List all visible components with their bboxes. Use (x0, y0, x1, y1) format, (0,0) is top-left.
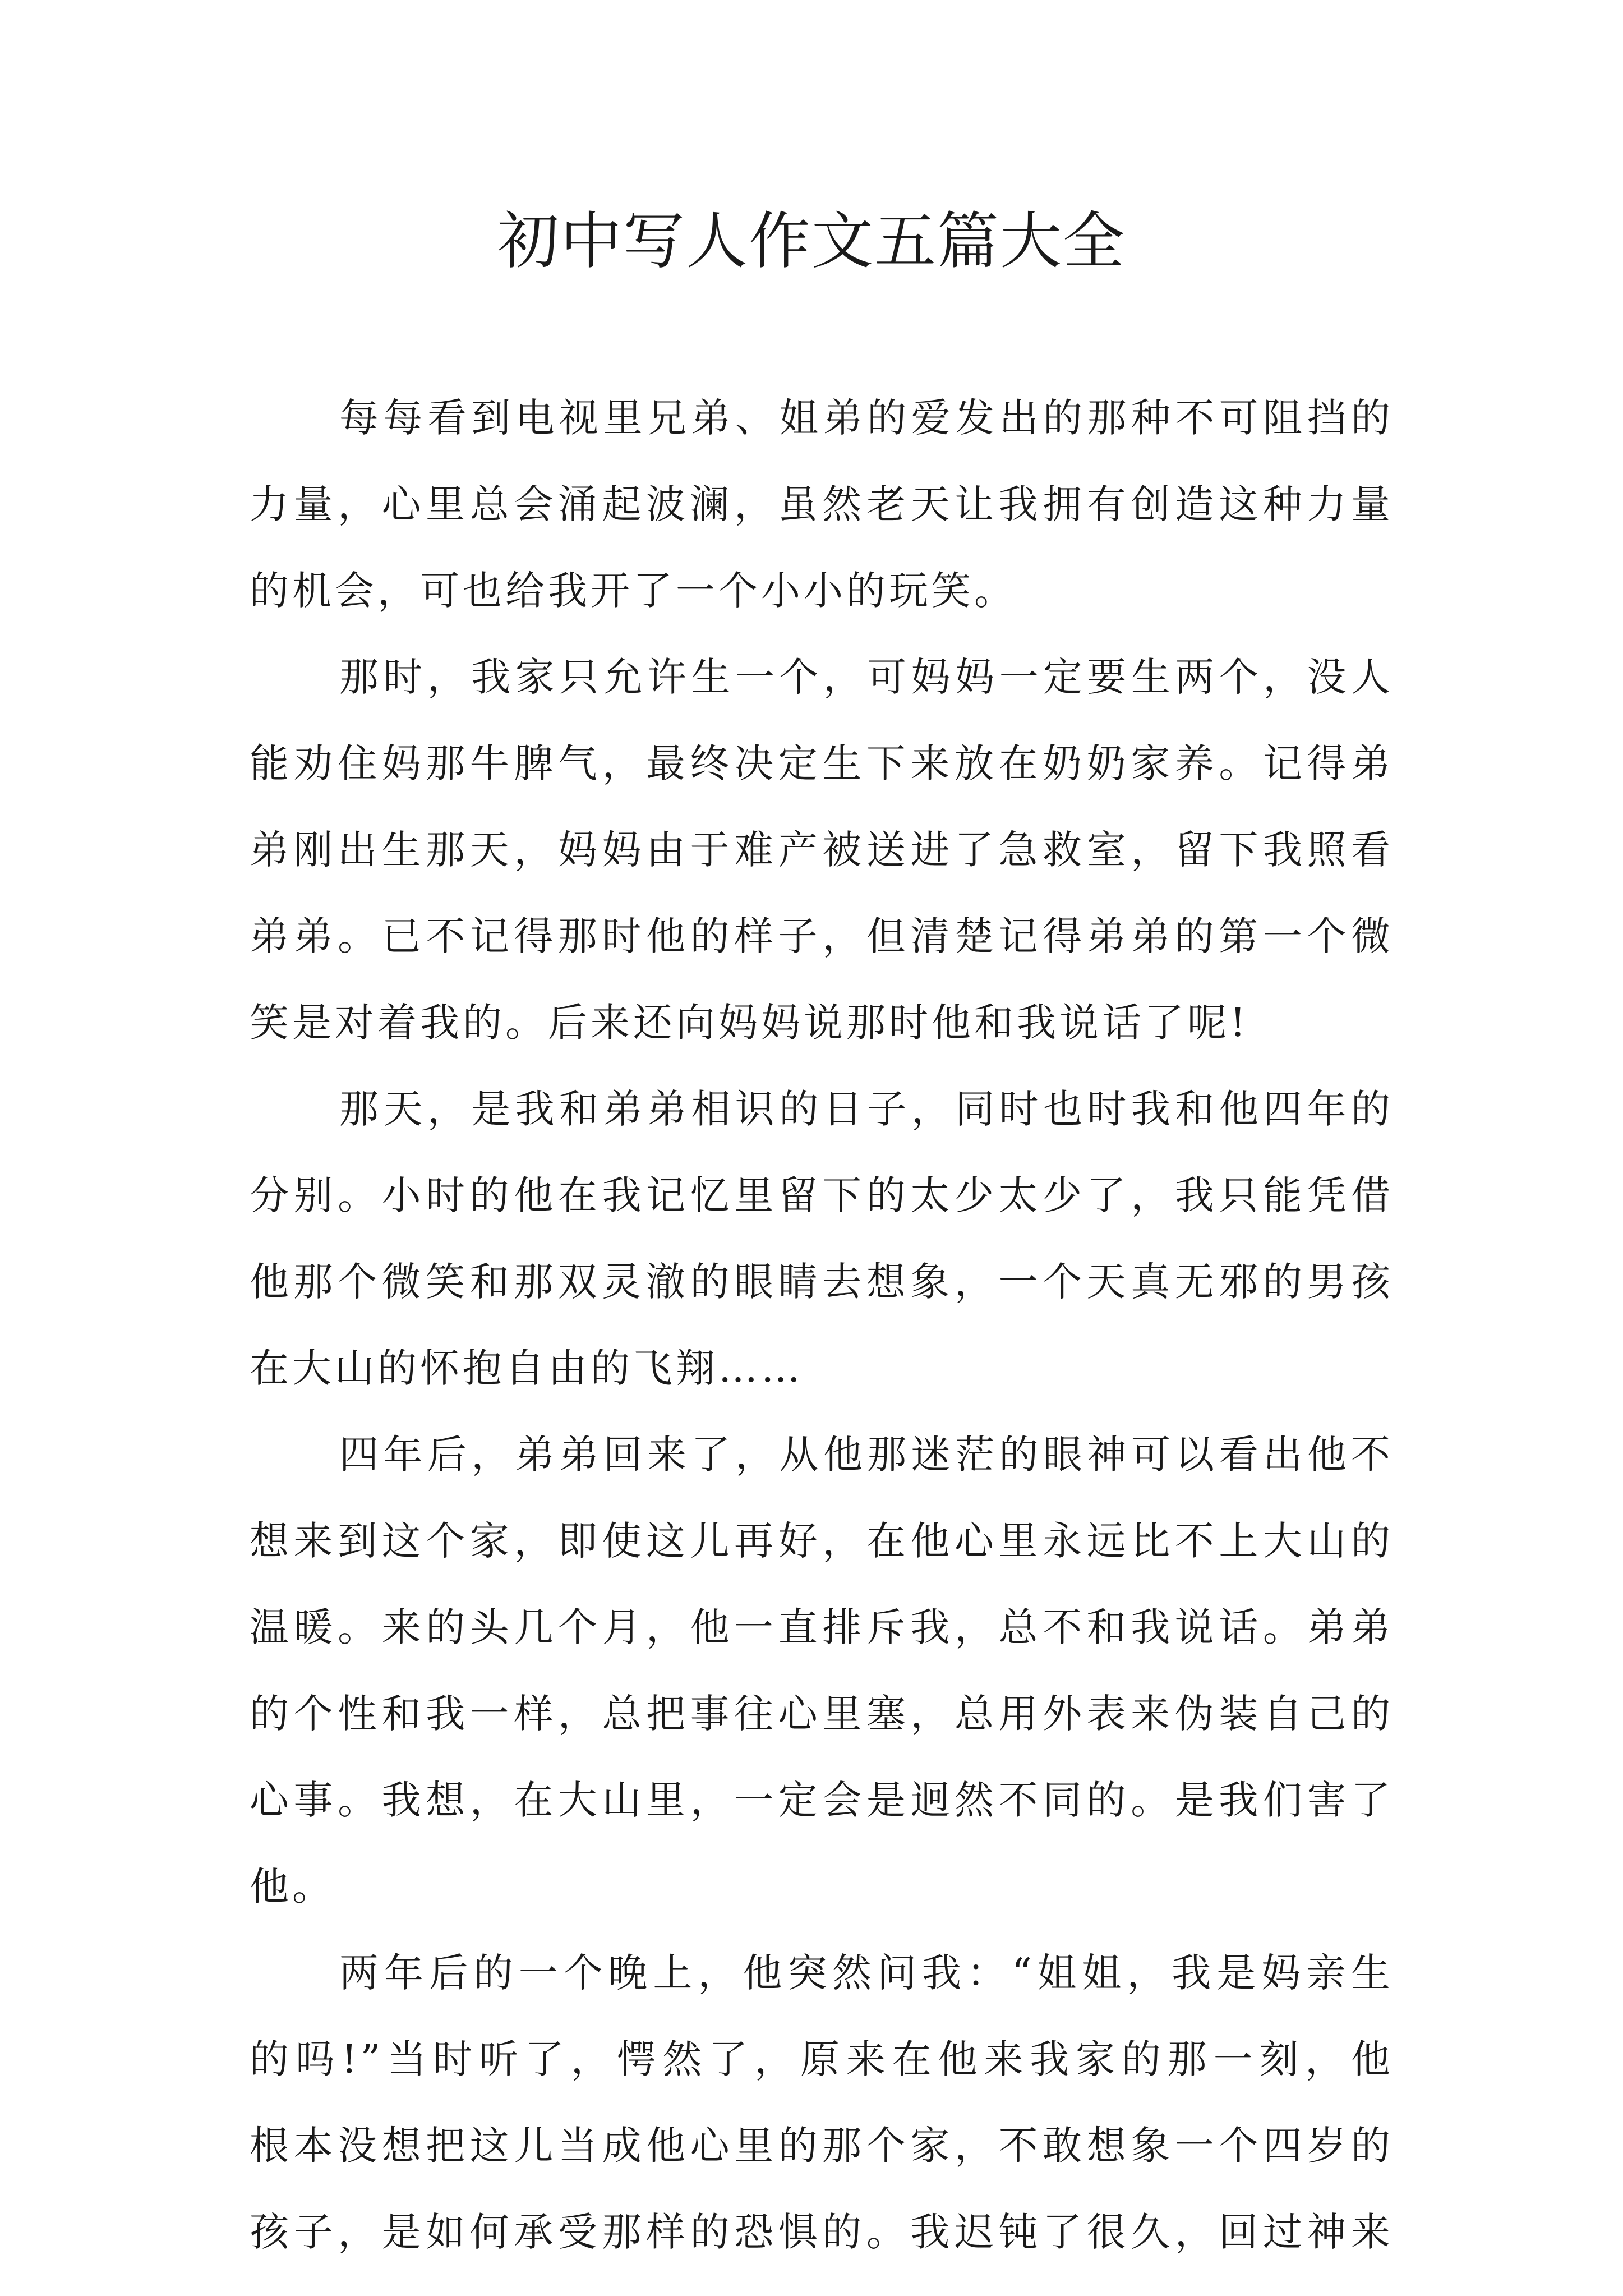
text-line: 心事。我想，在大山里，一定会是迥然不同的。是我们害了 (250, 1777, 1394, 1823)
document-title: 初中写人作文五篇大全 (497, 205, 1126, 277)
text-line: 弟刚出生那天，妈妈由于难产被送进了急救室，留下我照看 (250, 827, 1394, 873)
text-line: 根本没想把这儿当成他心里的那个家，不敢想象一个四岁的 (250, 2123, 1394, 2169)
paragraph (250, 375, 1394, 634)
text-line: 四年后，弟弟回来了，从他那迷茫的眼神可以看出他不 (339, 1432, 1394, 1478)
paragraph (250, 1930, 1394, 2275)
paragraph (250, 634, 1394, 1066)
text-line: 那天，是我和弟弟相识的日子，同时也时我和他四年的 (339, 1086, 1394, 1132)
text-line: 能劝住妈那牛脾气，最终决定生下来放在奶奶家养。记得弟 (250, 740, 1394, 786)
text-line: 的机会，可也给我开了一个小小的玩笑。 (250, 568, 1017, 614)
text-line: 的吗!”当时听了，愕然了，原来在他来我家的那一刻，他 (250, 2036, 1394, 2082)
text-line: 每每看到电视里兄弟、姐弟的爱发出的那种不可阻挡的 (339, 395, 1394, 441)
text-line: 温暖。来的头几个月，他一直排斥我，总不和我说话。弟弟 (250, 1604, 1394, 1650)
text-line: 两年后的一个晚上，他突然问我：“姐姐，我是妈亲生 (339, 1950, 1394, 1996)
text-line: 力量，心里总会涌起波澜，虽然老天让我拥有创造这种力量 (250, 481, 1394, 527)
text-line: 孩子，是如何承受那样的恐惧的。我迟钝了很久，回过神来 (250, 2209, 1394, 2255)
text-line: 的个性和我一样，总把事往心里塞，总用外表来伪装自己的 (250, 1691, 1394, 1737)
text-line: 他那个微笑和那双灵澈的眼睛去想象，一个天真无邪的男孩 (250, 1259, 1394, 1305)
paragraph (250, 1066, 1394, 1411)
text-line: 在大山的怀抱自由的飞翔…… (250, 1345, 804, 1391)
paragraph (250, 1411, 1394, 1930)
text-line: 弟弟。已不记得那时他的样子，但清楚记得弟弟的第一个微 (250, 913, 1394, 959)
text-line: 分别。小时的他在我记忆里留下的太少太少了，我只能凭借 (250, 1172, 1394, 1218)
text-line: 笑是对着我的。后来还向妈妈说那时他和我说话了呢! (250, 1000, 1249, 1046)
text-line: 他。 (250, 1864, 335, 1910)
text-line: 那时，我家只允许生一个，可妈妈一定要生两个，没人 (339, 654, 1394, 700)
text-line: 想来到这个家，即使这儿再好，在他心里永远比不上大山的 (250, 1518, 1394, 1564)
document-body (250, 375, 1394, 2275)
